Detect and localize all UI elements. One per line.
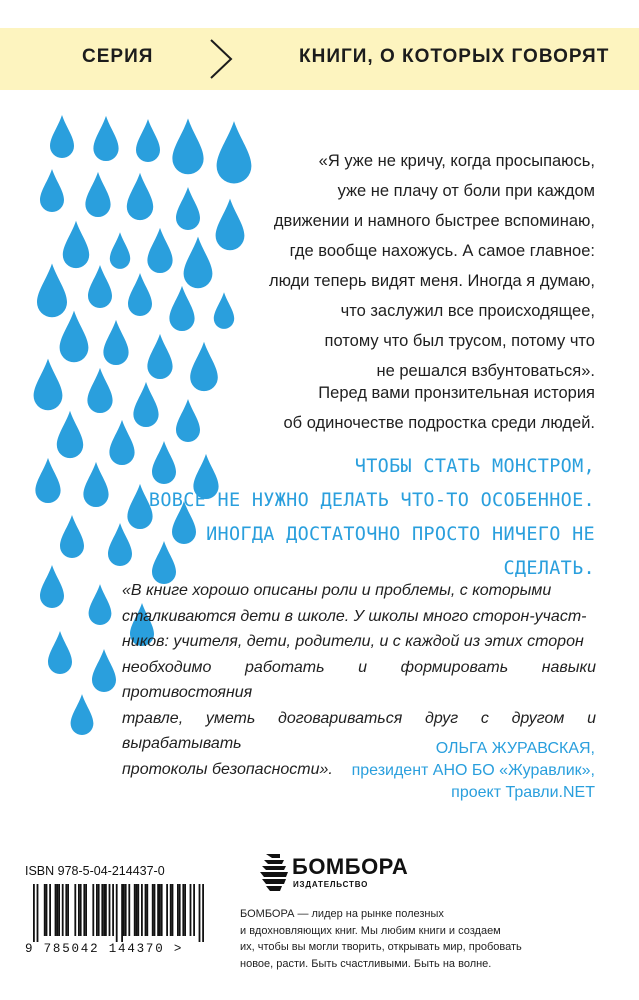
- barcode-bar: [193, 884, 195, 936]
- barcode-bar: [80, 884, 82, 936]
- barcode-bar: [74, 884, 76, 936]
- raindrop-icon: [83, 462, 108, 507]
- quote-line: не решался взбунтоваться».: [376, 362, 595, 380]
- barcode-bar: [78, 884, 80, 936]
- review-line: «В книге хорошо описаны роли и проблемы, с которыми: [122, 582, 552, 599]
- barcode-bar: [202, 884, 204, 942]
- raindrop-icon: [176, 399, 200, 442]
- barcode-bar: [46, 884, 48, 936]
- review-author: [235, 738, 595, 804]
- raindrop-icon: [169, 286, 194, 331]
- barcode-bar: [166, 884, 168, 936]
- barcode-bar: [145, 884, 147, 936]
- barcode-bar: [37, 884, 39, 942]
- barcode-bar: [182, 884, 184, 936]
- barcode-bar: [109, 884, 111, 936]
- raindrop-icon: [172, 118, 203, 174]
- review-line: протоколы безопасности».: [122, 760, 333, 778]
- barcode-bar: [157, 884, 159, 936]
- barcode-bar: [83, 884, 85, 936]
- series-name: КНИГИ, О КОТОРЫХ ГОВОРЯТ: [299, 46, 610, 67]
- raindrop-icon: [57, 411, 83, 458]
- barcode-bar: [123, 884, 125, 936]
- series-label: СЕРИЯ: [82, 46, 154, 67]
- raindrop-icon: [60, 515, 84, 558]
- series-banner: [0, 28, 639, 90]
- barcode-bar: [128, 884, 130, 936]
- barcode-bar: [152, 884, 154, 936]
- barcode-bar: [146, 884, 148, 936]
- raindrop-icon: [87, 368, 112, 413]
- intro-line: Перед вами пронзительная история: [318, 384, 595, 402]
- barcode-bar: [154, 884, 156, 936]
- raindrop-icon: [34, 359, 63, 411]
- raindrop-icon: [93, 116, 118, 161]
- publisher-line: БОМБОРА — лидер на рынке полезных: [240, 908, 444, 920]
- slogan-line: ЧТОБЫ СТАТЬ МОНСТРОМ,: [354, 456, 595, 477]
- publisher-line: их, чтобы вы могли творить, открывать мир, пробовать: [240, 941, 522, 953]
- raindrop-icon: [108, 523, 132, 566]
- barcode-bar: [199, 884, 201, 942]
- raindrop-icon: [63, 221, 89, 268]
- raindrop-icon: [37, 264, 67, 318]
- author-line: проект Травли.NET: [451, 784, 595, 801]
- raindrop-icon: [127, 173, 153, 220]
- raindrop-icon: [147, 334, 172, 379]
- raindrop-icon: [136, 119, 160, 162]
- barcode: [33, 884, 213, 942]
- barcode-bar: [56, 884, 58, 936]
- barcode-bar: [105, 884, 107, 936]
- raindrop-icon: [60, 311, 89, 363]
- barcode-bar: [125, 884, 127, 936]
- barcode-bar: [112, 884, 114, 936]
- barcode-bar: [116, 884, 118, 942]
- raindrop-icon: [190, 342, 218, 391]
- barcode-bar: [159, 884, 161, 936]
- raindrop-icon: [89, 584, 112, 625]
- publisher-logo-subtitle: ИЗДАТЕЛЬСТВО: [293, 880, 369, 889]
- publisher-line: и вдохновляющих книг. Мы любим книги и создаем: [240, 924, 501, 937]
- barcode-bar: [55, 884, 57, 936]
- quote-line: уже не плачу от боли при каждом: [337, 182, 595, 200]
- barcode-bar: [62, 884, 64, 936]
- slogan: [135, 450, 595, 586]
- book-quote: [235, 146, 595, 386]
- barcode-bar: [65, 884, 67, 936]
- raindrop-icon: [40, 565, 64, 608]
- barcode-bar: [121, 884, 123, 942]
- barcode-digits: 9 785042 144370 >: [25, 942, 184, 956]
- barcode-bar: [177, 884, 179, 936]
- raindrop-icon: [50, 115, 74, 158]
- intro-line: об одиночестве подростка среди людей.: [283, 414, 595, 432]
- raindrop-icon: [184, 237, 213, 289]
- book-intro: [235, 378, 595, 438]
- publisher-logo: [258, 850, 409, 896]
- barcode-bar: [134, 884, 136, 936]
- quote-line: что заслужил все происходящее,: [340, 302, 595, 320]
- barcode-bar: [92, 884, 94, 936]
- quote-line: люди теперь видят меня. Иногда я думаю,: [268, 272, 595, 290]
- barcode-bar: [137, 884, 139, 936]
- barcode-bar: [141, 884, 143, 936]
- quote-line: потому что был трусом, потому что: [324, 332, 595, 350]
- barcode-bar: [85, 884, 87, 936]
- quote-line: где вообще нахожусь. А самое главное:: [289, 242, 595, 260]
- raindrop-icon: [176, 187, 200, 230]
- review-line: ников: учителя, дети, родители, и с каждой из этих сторон: [122, 633, 584, 650]
- raindrop-icon: [128, 273, 152, 316]
- barcode-bar: [179, 884, 181, 936]
- raindrop-icon: [40, 169, 64, 212]
- barcode-bar: [101, 884, 103, 936]
- isbn-block: [25, 858, 220, 954]
- barcode-bar: [98, 884, 100, 936]
- isbn-label: ISBN 978-5-04-214437-0: [25, 864, 165, 878]
- barcode-bar: [58, 884, 60, 936]
- raindrop-icon: [92, 649, 116, 692]
- barcode-bar: [103, 884, 105, 936]
- chevron-right-icon: [205, 36, 235, 82]
- publisher-description: [240, 906, 565, 972]
- raindrop-icon: [103, 320, 128, 365]
- barcode-bar: [161, 884, 163, 936]
- review-line: сталкиваются дети в школе. У школы много сторон-участ-: [122, 607, 587, 625]
- quote-line: «Я уже не кричу, когда просыпаюсь,: [318, 152, 595, 170]
- raindrop-icon: [147, 228, 172, 273]
- raindrop-icon: [48, 631, 72, 674]
- barcode-bar: [67, 884, 69, 936]
- barcode-bar: [33, 884, 35, 942]
- raindrop-icon: [35, 458, 60, 503]
- quote-line: движении и намного быстрее вспоминаю,: [273, 212, 595, 230]
- raindrop-icon: [133, 382, 158, 427]
- author-line: президент АНО БО «Журавлик»,: [351, 762, 595, 779]
- raindrop-icon: [109, 420, 134, 465]
- raindrop-icon: [214, 292, 234, 329]
- barcode-bar: [44, 884, 46, 936]
- barcode-bar: [96, 884, 98, 936]
- review-line: необходимо работать и формировать навыки противостояния: [122, 658, 596, 701]
- publisher-line: новое, расти. Быть счастливыми. Быть на волне.: [240, 957, 492, 970]
- review-line: травле, уметь договариваться друг с другом и вырабатывать: [122, 709, 596, 752]
- barcode-bar: [184, 884, 186, 936]
- barcode-bar: [190, 884, 192, 936]
- raindrop-icon: [71, 694, 94, 735]
- author-line: ОЛЬГА ЖУРАВСКАЯ,: [435, 740, 595, 757]
- raindrop-icon: [110, 232, 130, 269]
- barcode-bar: [170, 884, 172, 936]
- bombora-logo-icon: [258, 850, 290, 894]
- slogan-line: ИНОГДА ДОСТАТОЧНО ПРОСТО НИЧЕГО НЕ СДЕЛАТЬ.: [206, 524, 595, 579]
- slogan-line: ВОВСЕ НЕ НУЖНО ДЕЛАТЬ ЧТО-ТО ОСОБЕННОЕ.: [148, 490, 595, 511]
- barcode-bar: [49, 884, 51, 936]
- raindrop-icon: [85, 172, 110, 217]
- barcode-bar: [172, 884, 174, 936]
- barcode-bar: [136, 884, 138, 936]
- raindrop-icon: [88, 265, 112, 308]
- publisher-logo-name: БОМБОРА: [292, 854, 409, 879]
